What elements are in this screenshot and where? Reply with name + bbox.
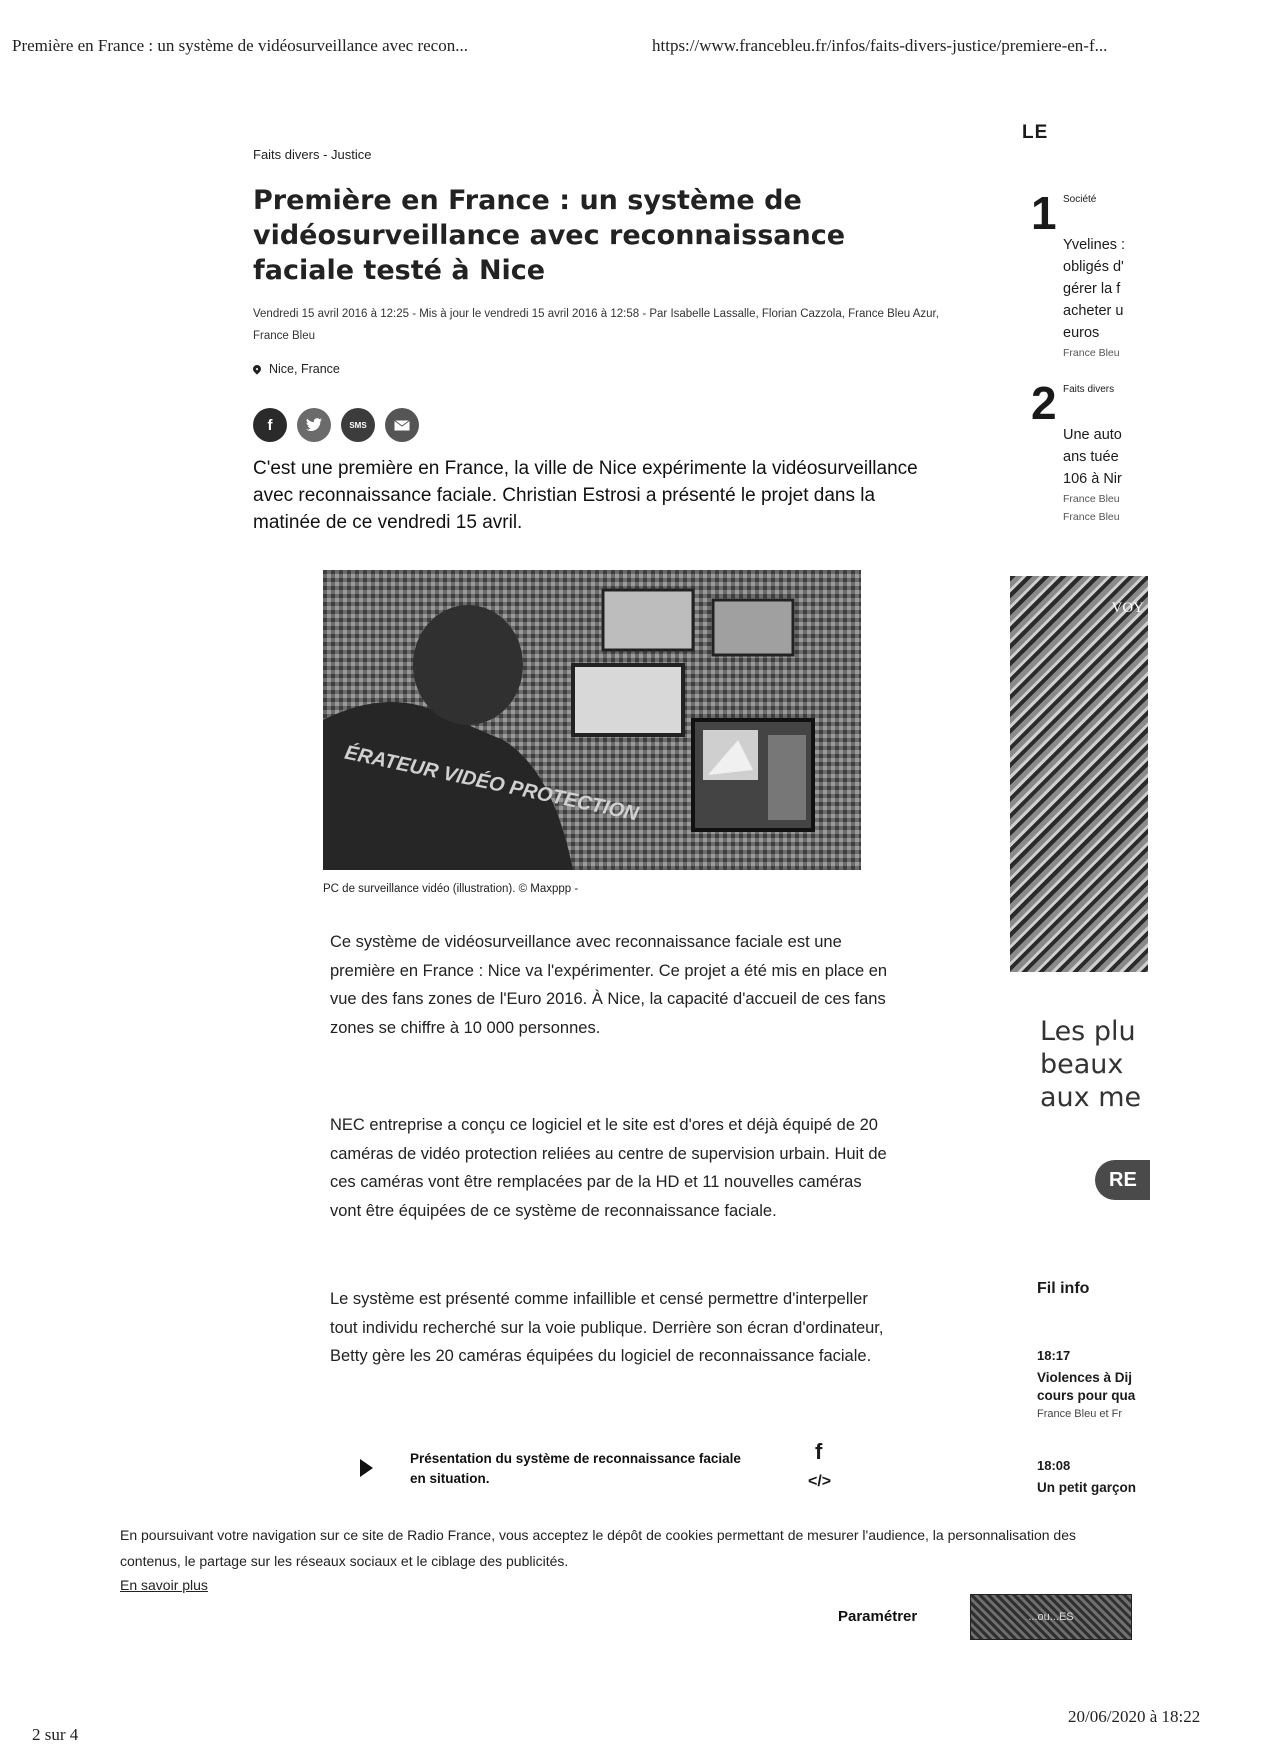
article-paragraph: Ce système de vidéosurveillance avec reconnaissance faciale est une première en France : Nice va l'expérimenter. Ce projet a été mis en place en vue des fans zones de l'Euro 2016. À Nice, la capacité d'accueil de ces fans zones se chiffre à 10 000 personnes. [330, 933, 888, 1037]
promo-heading: Les plu beaux aux me [1040, 1016, 1142, 1113]
fil-info-title[interactable]: Un petit garçon [1037, 1480, 1137, 1495]
article-paragraph: NEC entreprise a conçu ce logiciel et le site est d'ores et déjà équipé de 20 caméras de vidéo protection reliées au centre de supervision urbain. Huit de ces caméras vont être remplacées par de la HD et 11 nouvelles caméras vont être équipées de ce système de reconnaissance faciale. [330, 1116, 887, 1220]
most-read-category: Société [1063, 194, 1097, 205]
play-icon[interactable] [360, 1459, 373, 1477]
video-facebook-share-icon[interactable]: f [815, 1439, 823, 1464]
surveillance-room-illustration [323, 570, 861, 870]
article-photo [323, 570, 861, 870]
facebook-share-button[interactable] [253, 408, 287, 442]
location-label: Nice, France [269, 362, 340, 376]
fil-info-source: France Bleu et Fr [1037, 1408, 1122, 1420]
video-player-bar [360, 1435, 840, 1505]
sidebar-advertisement[interactable] [1010, 576, 1148, 972]
article-paragraph: Le système est présenté comme infaillible et censé permettre d'interpeller tout individu recherché sur la voie publique. Derrière son écran d'ordinateur, Betty gère les 20 caméras équipées du logiciel de reconnaissance faciale. [330, 1290, 884, 1365]
share-buttons [253, 408, 419, 442]
fil-info-item[interactable] [1037, 1348, 1150, 1420]
photo-caption: PC de surveillance vidéo (illustration). © Maxppp - [323, 883, 579, 895]
cookie-accept-button[interactable]: ...ou...ES [970, 1594, 1132, 1640]
ad-text: VOY [1111, 600, 1144, 616]
most-read-rank: 2 [1031, 377, 1057, 429]
most-read-heading: LE [1022, 122, 1049, 143]
cookie-learn-more-link[interactable]: En savoir plus [120, 1577, 208, 1593]
print-page-number: 2 sur 4 [32, 1725, 79, 1744]
fil-info-title[interactable]: Violences à Dij cours pour qua [1037, 1370, 1136, 1403]
facebook-icon: f [267, 416, 273, 434]
most-read-title-text: Une auto ans tuée 106 à Nir [1063, 427, 1122, 487]
article-location [253, 362, 340, 376]
video-title: Présentation du système de reconnaissance faciale en situation. [410, 1451, 741, 1486]
fil-info-item[interactable] [1037, 1458, 1150, 1497]
article-meta: Vendredi 15 avril 2016 à 12:25 - Mis à jour le vendredi 15 avril 2016 à 12:58 - Par Isabelle Lassalle, Florian Cazzola, France Bleu Azur, France Bleu [253, 308, 939, 342]
twitter-share-button[interactable] [297, 408, 331, 442]
photo-jacket-text: ÉRATEUR VIDÉO PROTECTION [342, 741, 641, 826]
right-sidebar [1010, 110, 1150, 1510]
most-read-title-text: Yvelines : obligés d' gérer la f acheter u euros [1063, 237, 1126, 341]
breadcrumb[interactable]: Faits divers - Justice [253, 147, 372, 162]
email-share-button[interactable] [385, 408, 419, 442]
cookie-settings-button[interactable]: Paramétrer [838, 1608, 918, 1625]
fil-info-time: 18:08 [1037, 1458, 1071, 1473]
video-embed-code-icon[interactable]: </> [808, 1473, 832, 1490]
location-pin-icon [251, 363, 262, 374]
fil-info-heading: Fil info [1037, 1280, 1090, 1297]
article-title: Première en France : un système de vidéosurveillance avec reconnaissance faciale testé à Nice [253, 185, 846, 286]
most-read-rank: 1 [1031, 187, 1057, 239]
sms-share-button[interactable] [341, 408, 375, 442]
article-lead: C'est une première en France, la ville de Nice expérimente la vidéosurveillance avec reconnaissance faciale. Christian Estrosi a présenté le projet dans la matinée de ce vendredi 15 avril. [253, 458, 918, 533]
print-page-url: https://www.francebleu.fr/infos/faits-divers-justice/premiere-en-f... [652, 36, 1108, 55]
promo-button[interactable]: RE [1095, 1160, 1150, 1200]
envelope-icon [394, 420, 410, 431]
most-read-source: France Bleu [1063, 347, 1120, 359]
most-read-source: France Bleu France Bleu [1063, 493, 1120, 523]
most-read-title[interactable] [1063, 212, 1150, 384]
print-datetime: 20/06/2020 à 18:22 [1068, 1707, 1201, 1726]
most-read-title[interactable] [1063, 402, 1150, 548]
fil-info-time: 18:17 [1037, 1348, 1071, 1363]
most-read-category: Faits divers [1063, 384, 1115, 395]
twitter-bird-icon [306, 418, 322, 432]
print-page-title: Première en France : un système de vidéosurveillance avec recon... [12, 36, 468, 55]
sms-icon: SMS [349, 420, 367, 430]
cookie-banner-text: En poursuivant votre navigation sur ce site de Radio France, vous acceptez le dépôt de cookies permettant de mesurer l'audience, la personnalisation des contenus, le partage sur les réseaux sociaux et le ciblage des publicités. [120, 1527, 1077, 1569]
